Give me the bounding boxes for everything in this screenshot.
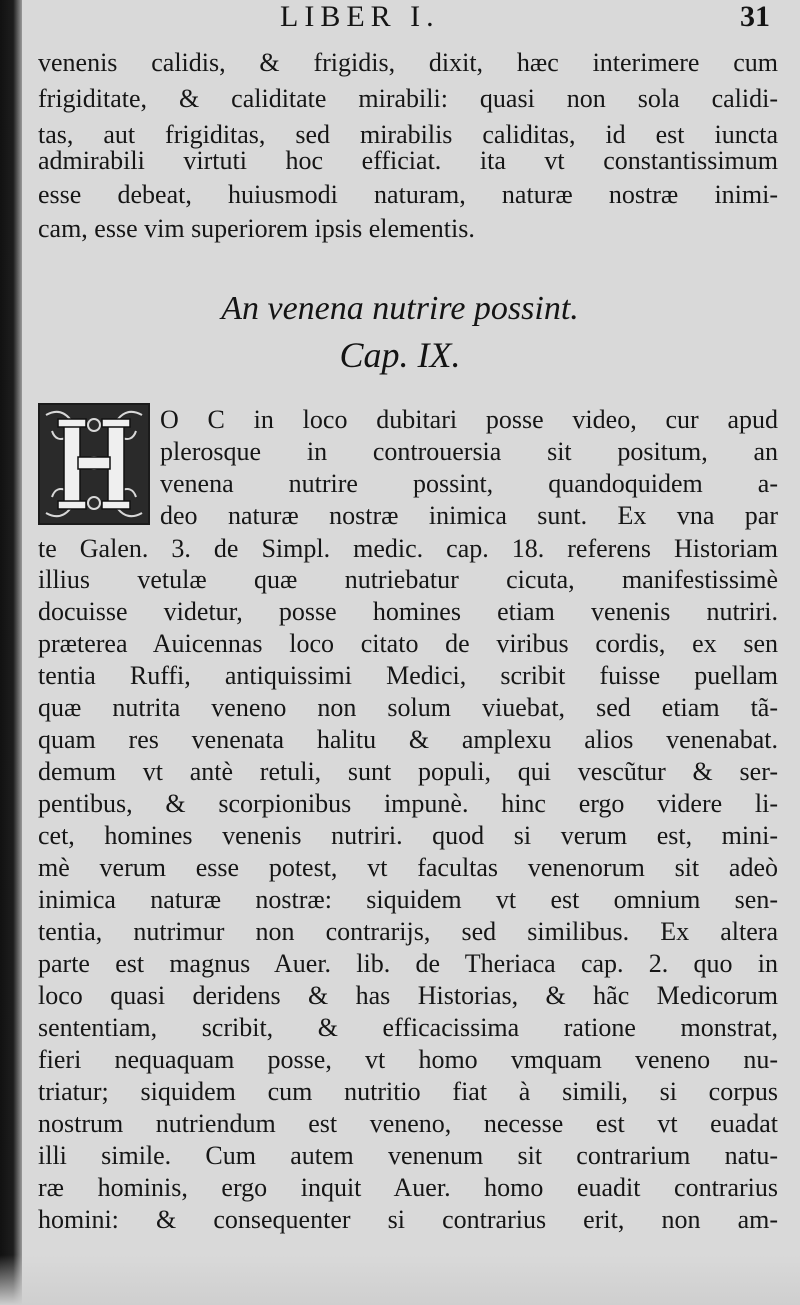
text-line: nostrum nutriendum est veneno, necesse est vt euadat: [38, 1109, 778, 1138]
running-head: LIBER I.: [280, 0, 440, 33]
text-line: frigiditate, & caliditate mirabili: quasi non sola calidi-: [38, 84, 778, 113]
text-line: illi simile. Cum autem venenum sit contrarium natu-: [38, 1141, 778, 1170]
text-line: O C in loco dubitari posse video, cur apud: [160, 405, 778, 434]
text-line: parte est magnus Auer. lib. de Theriaca cap. 2. quo in: [38, 949, 778, 978]
ornamental-initial: [38, 403, 150, 525]
text-line: venenis calidis, & frigidis, dixit, hæc interimere cum: [38, 48, 778, 77]
text-line: illius vetulæ quæ nutriebatur cicuta, manifestissimè: [38, 565, 778, 594]
text-line: fieri nequaquam posse, vt homo vmquam veneno nu-: [38, 1045, 778, 1074]
page-header: [30, 0, 790, 42]
text-line: triatur; siquidem cum nutritio fiat à simili, si corpus: [38, 1077, 778, 1106]
chapter-heading: Cap. IX.: [339, 335, 461, 375]
text-line: admirabili virtuti hoc efficiat. ita vt constantissimum: [38, 146, 778, 175]
text-line: tas, aut frigiditas, sed mirabilis caliditas, id est iuncta: [38, 120, 778, 149]
text-line: quæ nutrita veneno non solum viuebat, sed etiam tã-: [38, 693, 778, 722]
text-line: deo naturæ nostræ inimica sunt. Ex vna par: [160, 501, 778, 530]
text-line: venena nutrire possint, quandoquidem a-: [160, 469, 778, 498]
text-line: cet, homines venenis nutriri. quod si verum est, mini-: [38, 821, 778, 850]
page-number: 31: [740, 0, 770, 33]
text-line: quam res venenata halitu & amplexu alios venenabat.: [38, 725, 778, 754]
ornament-h-icon: [40, 405, 148, 523]
text-line: tentia, nutrimur non contrarijs, sed similibus. Ex altera: [38, 917, 778, 946]
text-line: præterea Auicennas loco citato de viribus cordis, ex sen: [38, 629, 778, 658]
text-line: demum vt antè retuli, sunt populi, qui vescũtur & ser-: [38, 757, 778, 786]
text-line: tentia Ruffi, antiquissimi Medici, scribit fuisse puellam: [38, 661, 778, 690]
text-line: cam, esse vim superiorem ipsis elementis.: [38, 214, 475, 243]
text-line: sententiam, scribit, & efficacissima ratione monstrat,: [38, 1013, 778, 1042]
text-line: docuisse videtur, posse homines etiam venenis nutriri.: [38, 597, 778, 626]
text-line: esse debeat, huiusmodi naturam, naturæ nostræ inimi-: [38, 180, 778, 209]
text-line: loco quasi deridens & has Historias, & hãc Medicorum: [38, 981, 778, 1010]
text-line: inimica naturæ nostræ: siquidem vt est omnium sen-: [38, 885, 778, 914]
binding-gutter: [0, 0, 22, 1305]
text-line: pentibus, & scorpionibus impunè. hinc ergo videre li-: [38, 789, 778, 818]
page-bottom-shadow: [0, 1255, 800, 1305]
section-title: An venena nutrire possint.: [221, 290, 579, 327]
text-line: mè verum esse potest, vt facultas venenorum sit adeò: [38, 853, 778, 882]
text-line: homini: & consequenter si contrarius erit, non am-: [38, 1205, 778, 1234]
text-line: ræ hominis, ergo inquit Auer. homo euadit contrarius: [38, 1173, 778, 1202]
text-line: te Galen. 3. de Simpl. medic. cap. 18. referens Historiam: [38, 534, 778, 563]
text-line: plerosque in controuersia sit positum, an: [160, 437, 778, 466]
